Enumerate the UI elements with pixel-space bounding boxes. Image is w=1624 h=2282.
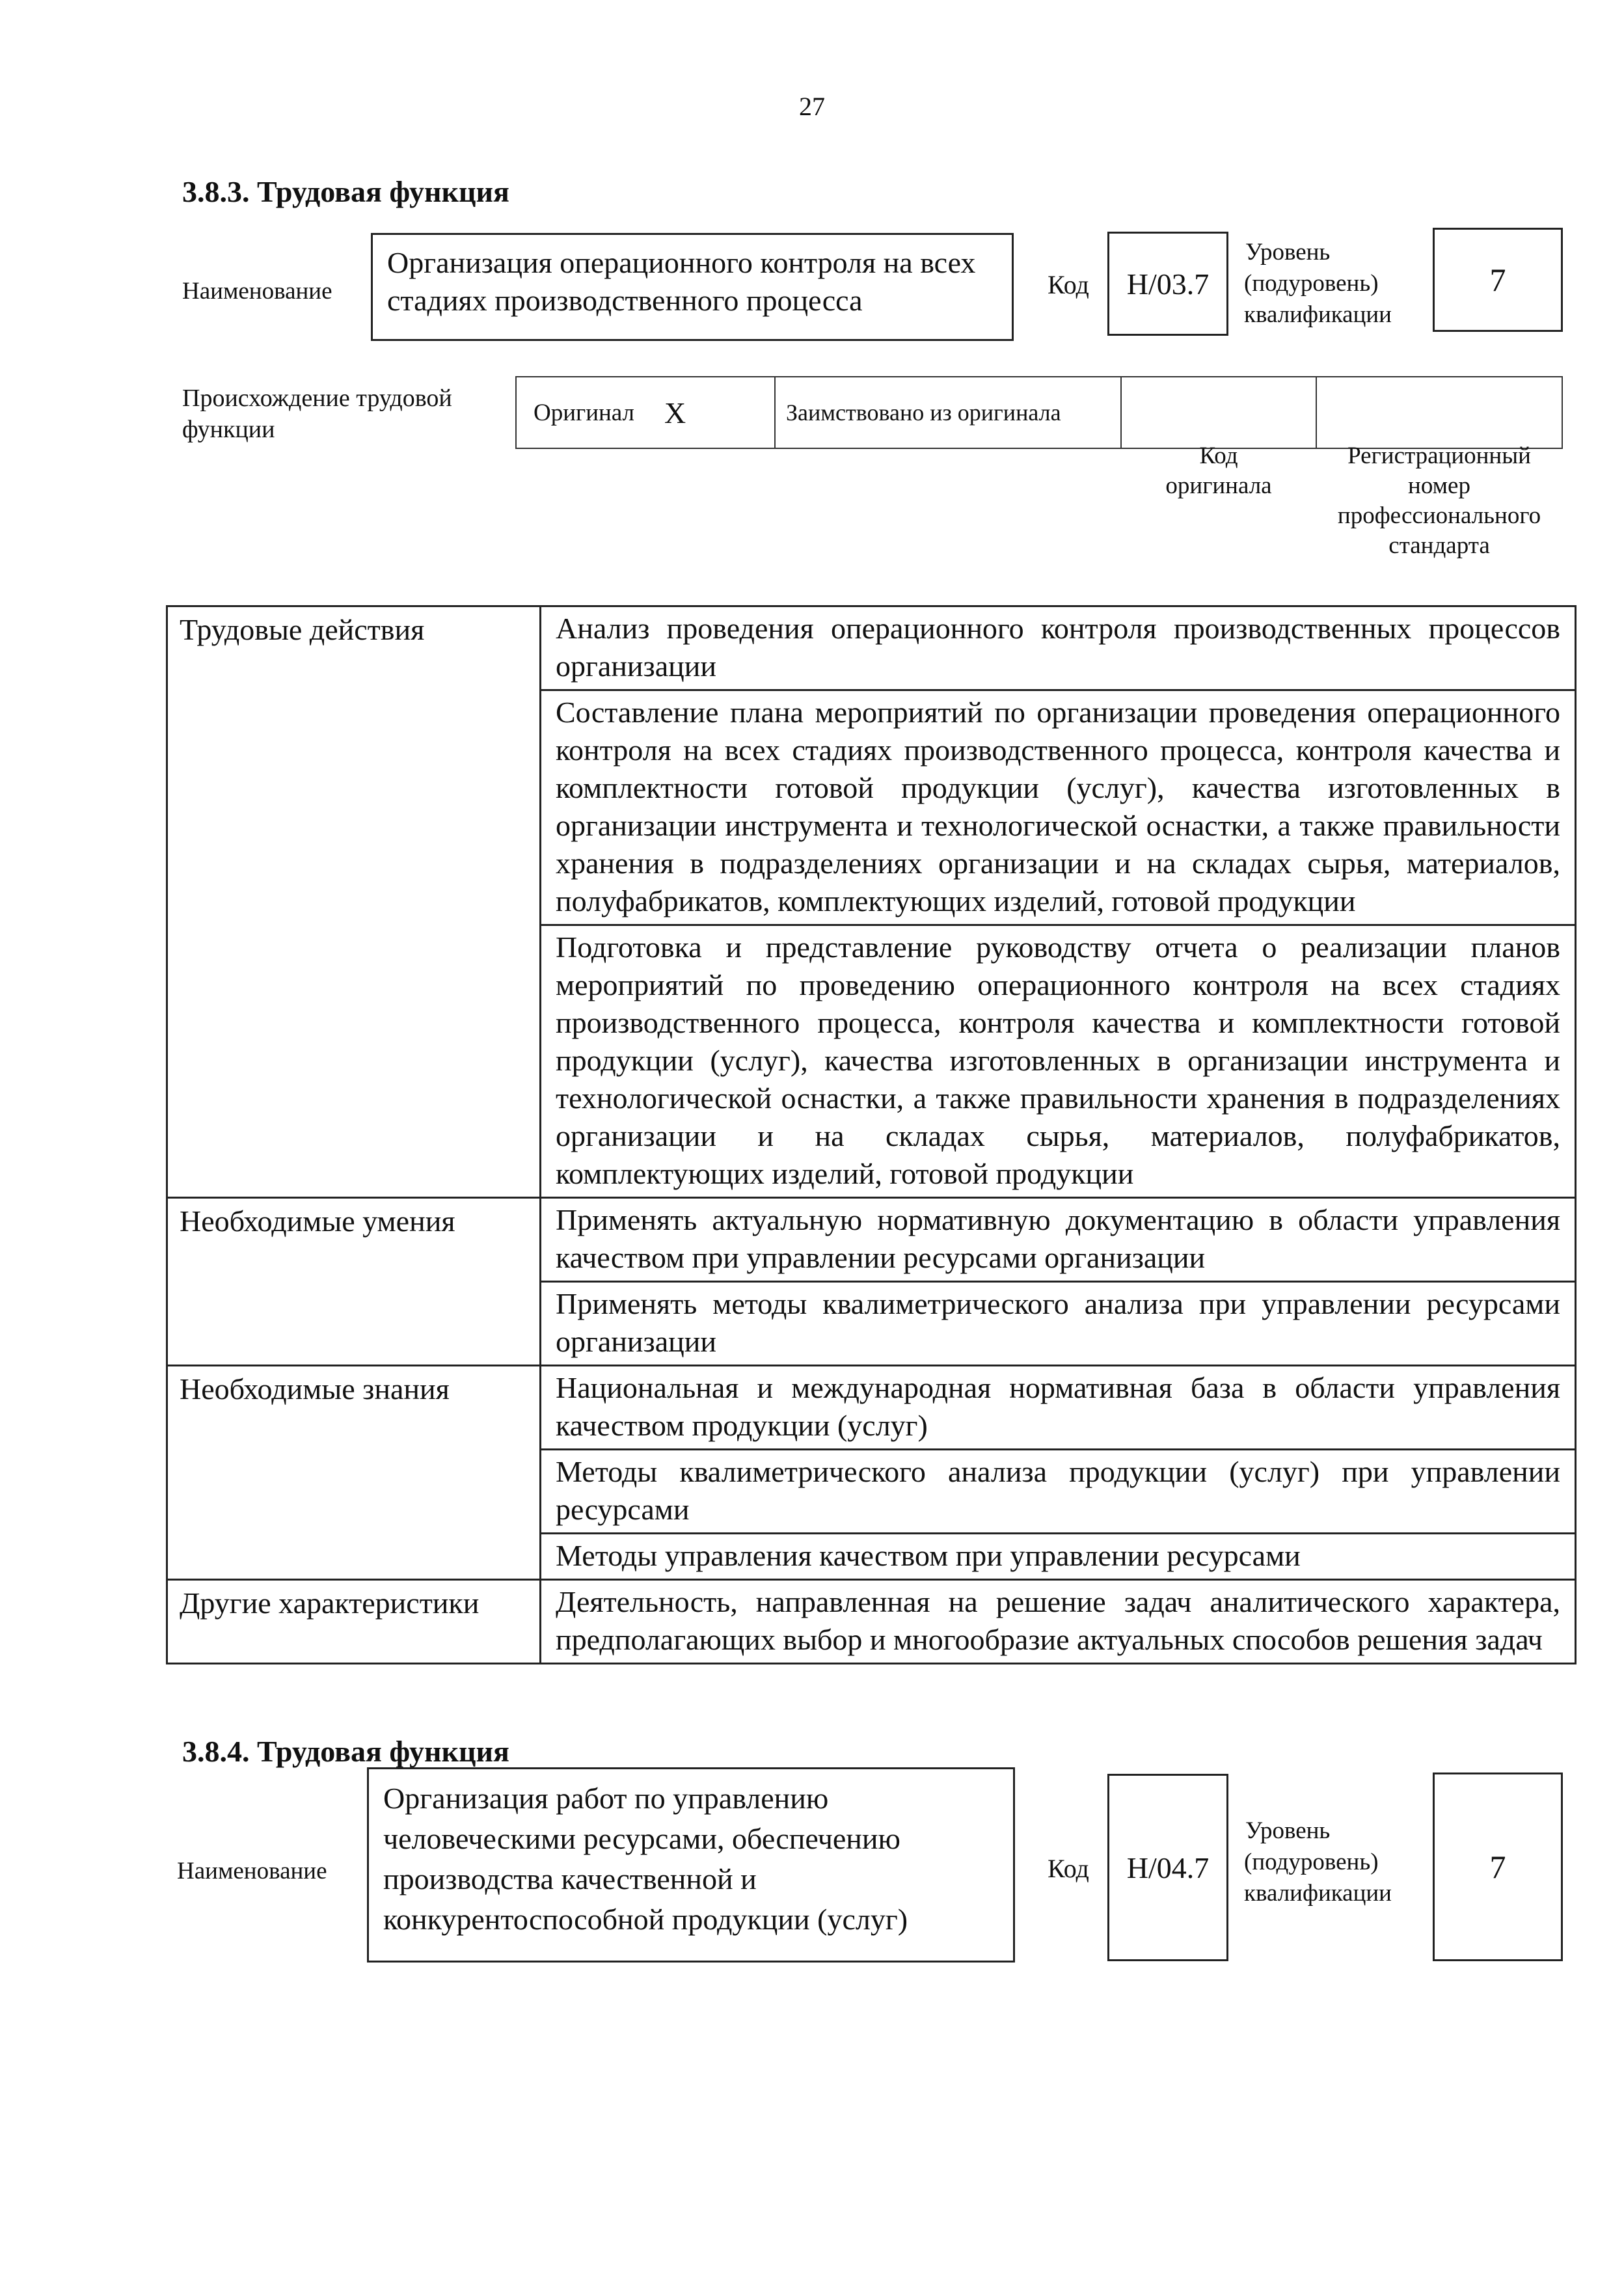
- name-label: Наименование: [182, 278, 332, 305]
- level-box: [1433, 1773, 1563, 1961]
- origin-code-cell: [1120, 376, 1317, 449]
- list-item: Подготовка и представление руководству отчета о реализации планов мероприятий по проведению операционного контроля на всех стадиях производственного процесса, контроля качества и комплектности готовой продукции (услуг), качества изготовленных в организации инструмента и технологической оснастки, а также правильности хранения в подразделениях организации и на складах сырья, материалов, полуфабрикатов, комплектующих изделий, готовой продукции: [556, 930, 1560, 1190]
- level-label-line: (подуровень): [1244, 270, 1379, 297]
- labor-function-table: [166, 605, 1577, 1664]
- section-title: 3.8.3. Трудовая функция: [182, 175, 509, 208]
- list-item: Применять актуальную нормативную документацию в области управления качеством при управлении ресурсами организации: [541, 1199, 1575, 1283]
- function-name-box: [367, 1767, 1015, 1963]
- level-value: 7: [1489, 262, 1506, 298]
- origin-label: [182, 383, 452, 445]
- level-label: [1244, 237, 1392, 331]
- original-mark: X: [664, 396, 686, 429]
- caption-line: стандарта: [1388, 532, 1490, 559]
- origin-borrowed-cell: [774, 376, 1122, 449]
- row-values: [541, 1198, 1576, 1366]
- table-row: [167, 1198, 1576, 1366]
- section-title: 3.8.4. Трудовая функция: [182, 1735, 509, 1768]
- page-number: 27: [799, 92, 825, 121]
- list-item: Деятельность, направленная на решение задач аналитического характера, предполагающих выбор и многообразие актуальных способов решения задач: [556, 1585, 1560, 1656]
- list-item: Методы квалиметрического анализа продукции (услуг) при управлении ресурсами: [541, 1450, 1575, 1534]
- origin-label-line: Происхождение трудовой: [182, 385, 452, 412]
- origin-reg-caption: [1316, 441, 1563, 561]
- row-values: [541, 606, 1576, 1198]
- caption-line: профессионального: [1337, 502, 1541, 529]
- origin-original-cell: [515, 376, 776, 449]
- code-box: [1107, 1774, 1228, 1961]
- code-label: Код: [1048, 1854, 1089, 1883]
- origin-label-line: функции: [182, 416, 275, 443]
- caption-line: оригинала: [1165, 472, 1272, 499]
- code-box: [1107, 232, 1228, 336]
- origin-code-caption: [1120, 441, 1317, 501]
- row-label: Необходимые знания: [167, 1366, 541, 1580]
- level-label-line: квалификации: [1244, 1880, 1392, 1907]
- function-name: Организация операционного контроля на всех стадиях производственного процесса: [387, 246, 976, 317]
- code-value: H/04.7: [1126, 1851, 1210, 1884]
- level-label: [1244, 1815, 1392, 1909]
- level-label-line: (подуровень): [1244, 1849, 1379, 1875]
- level-label-line: Уровень: [1245, 239, 1331, 265]
- code-label: Код: [1048, 270, 1089, 299]
- row-values: [541, 1580, 1576, 1664]
- list-item: Методы управления качеством при управлении ресурсами: [556, 1539, 1301, 1572]
- origin-reg-cell: [1316, 376, 1563, 449]
- original-label: Оригинал: [534, 399, 635, 426]
- caption-line: номер: [1408, 472, 1470, 499]
- row-values: [541, 1366, 1576, 1580]
- function-name-box: [371, 233, 1014, 341]
- code-value: H/03.7: [1126, 267, 1210, 301]
- table-row: [167, 606, 1576, 1198]
- row-label: Трудовые действия: [167, 606, 541, 1198]
- caption-line: Код: [1199, 442, 1238, 469]
- function-name: Организация работ по управлению человеческими ресурсами, обеспечению производства качественной и конкурентоспособной продукции (услуг): [383, 1782, 908, 1936]
- level-value: 7: [1489, 1849, 1506, 1885]
- caption-line: Регистрационный: [1347, 442, 1531, 469]
- list-item: Анализ проведения операционного контроля производственных процессов организации: [541, 607, 1575, 691]
- name-label: Наименование: [177, 1858, 327, 1884]
- list-item: Национальная и международная нормативная база в области управления качеством продукции (услуг): [541, 1366, 1575, 1450]
- borrowed-label: Заимствовано из оригинала: [786, 400, 1061, 426]
- table-row: [167, 1366, 1576, 1580]
- level-label-line: Уровень: [1245, 1817, 1331, 1844]
- level-label-line: квалификации: [1244, 301, 1392, 328]
- row-label: Другие характеристики: [167, 1580, 541, 1664]
- list-item: Составление плана мероприятий по организации проведения операционного контроля на всех стадиях производственного процесса, контроля качества и комплектности готовой продукции (услуг), качества изготовленных в организации инструмента и технологической оснастки, а также правильности хранения в подразделениях организации и на складах сырья, материалов, полуфабрикатов, комплектующих изделий, готовой продукции: [541, 691, 1575, 926]
- table-row: [167, 1580, 1576, 1664]
- list-item: Применять методы квалиметрического анализа при управлении ресурсами организации: [556, 1287, 1560, 1358]
- row-label: Необходимые умения: [167, 1198, 541, 1366]
- level-box: [1433, 228, 1563, 332]
